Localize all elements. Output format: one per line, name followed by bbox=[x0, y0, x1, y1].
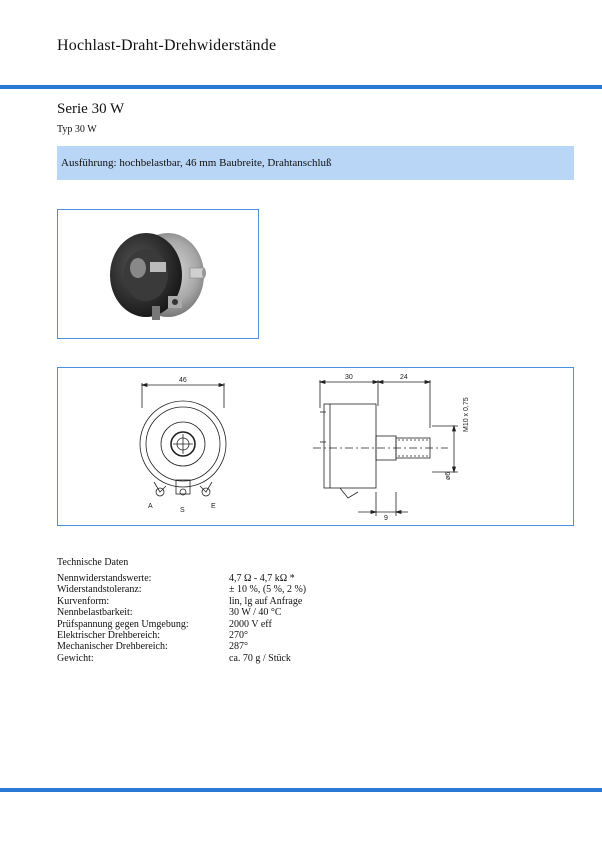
dim-shaft-length: 24 bbox=[400, 374, 408, 381]
spec-row bbox=[57, 619, 306, 630]
page-header-title: Hochlast-Draht-Drehwiderstände bbox=[57, 37, 277, 54]
spec-label: Elektrischer Drehbereich: bbox=[57, 630, 161, 642]
spec-label: Nennwiderstandswerte: bbox=[57, 573, 152, 584]
spec-row bbox=[57, 630, 306, 641]
technical-drawing bbox=[58, 368, 575, 527]
spec-label: Widerstandstoleranz: bbox=[57, 584, 142, 596]
spec-value: 270° bbox=[229, 630, 248, 642]
product-photo bbox=[58, 210, 260, 340]
dim-front-width: 46 bbox=[179, 377, 187, 384]
terminal-label-s: S bbox=[180, 507, 185, 514]
spec-row bbox=[57, 607, 306, 618]
dim-side-depth: 30 bbox=[345, 374, 353, 381]
execution-banner bbox=[57, 146, 574, 180]
series-title: Serie 30 W bbox=[57, 101, 125, 117]
spec-row bbox=[57, 584, 306, 595]
spec-value: ca. 70 g / Stück bbox=[229, 652, 291, 664]
banner-text: Ausführung: hochbelastbar, 46 mm Baubreite, Drahtanschluß bbox=[61, 157, 332, 169]
spec-label: Mechanischer Drehbereich: bbox=[57, 641, 168, 653]
series-subtitle: Typ 30 W bbox=[57, 124, 97, 135]
spec-value: 4,7 Ω - 4,7 kΩ * bbox=[229, 573, 295, 584]
product-photo-frame bbox=[57, 209, 259, 339]
header-rule bbox=[0, 85, 602, 89]
spec-label: Gewicht: bbox=[57, 652, 94, 664]
spec-value: 287° bbox=[229, 641, 248, 653]
terminal-label-e: E bbox=[211, 503, 216, 510]
footer-rule bbox=[0, 788, 602, 792]
dim-shaft-diameter: ø6 bbox=[445, 471, 452, 480]
specs-heading: Technische Daten bbox=[57, 557, 129, 568]
spec-row bbox=[57, 653, 306, 664]
spec-value: ± 10 %, (5 %, 2 %) bbox=[229, 584, 307, 596]
spec-value: lin, lg auf Anfrage bbox=[229, 595, 303, 607]
spec-value: 2000 V eff bbox=[229, 618, 272, 630]
spec-label: Kurvenform: bbox=[57, 595, 110, 607]
spec-label: Nennbelastbarkeit: bbox=[57, 607, 133, 619]
spec-label: Prüfspannung gegen Umgebung: bbox=[57, 618, 189, 630]
spec-value: 30 W / 40 °C bbox=[229, 607, 282, 619]
technical-drawing-frame bbox=[57, 367, 574, 526]
spec-row bbox=[57, 596, 306, 607]
terminal-label-a: A bbox=[148, 503, 153, 510]
spec-row bbox=[57, 641, 306, 652]
dim-thread: M10 x 0,75 bbox=[463, 397, 470, 432]
dim-small: 9 bbox=[384, 515, 388, 522]
spec-row bbox=[57, 573, 306, 584]
specs-table bbox=[57, 573, 306, 664]
